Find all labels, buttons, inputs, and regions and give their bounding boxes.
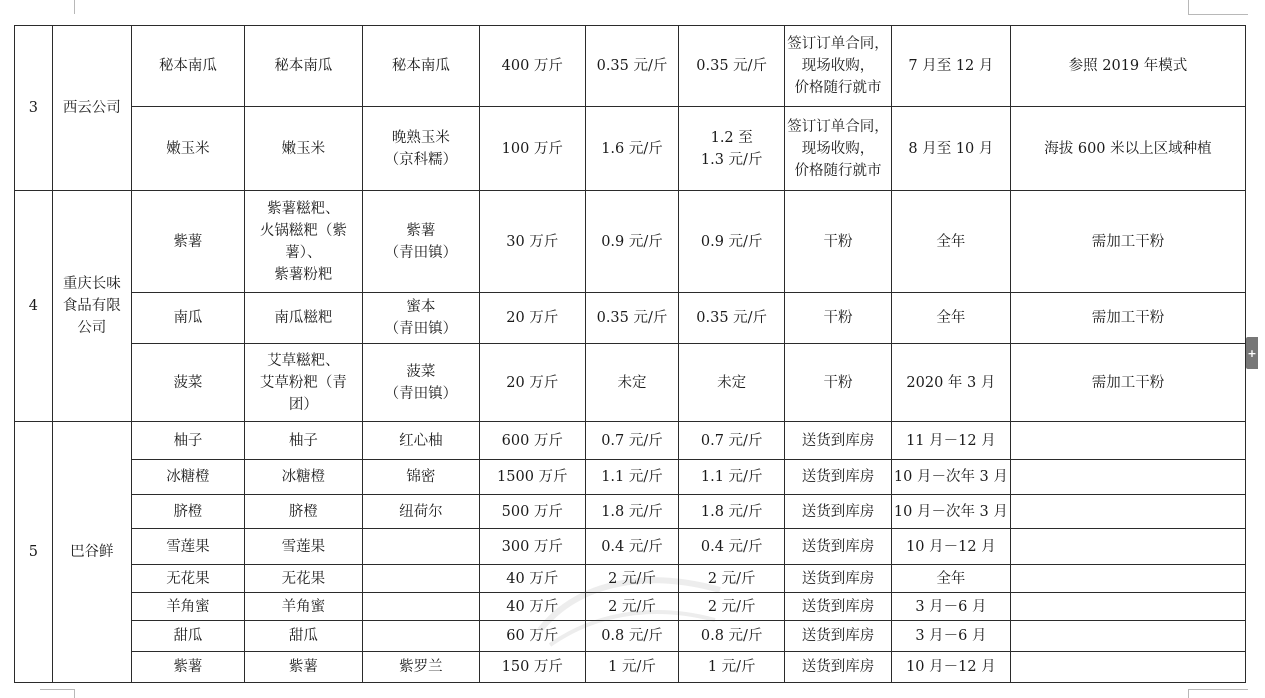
- table-row: [15, 107, 1246, 191]
- table-cell: 0.35 元/斤: [585, 26, 679, 107]
- table-cell: 11 月－12 月: [891, 422, 1010, 460]
- table-cell: 0.35 元/斤: [679, 26, 785, 107]
- table-cell: 送货到库房: [785, 565, 892, 593]
- crop-mark: [74, 689, 75, 698]
- table-cell: 紫罗兰: [362, 652, 479, 683]
- table-cell: 秘本南瓜: [131, 26, 244, 107]
- table-cell: 送货到库房: [785, 495, 892, 529]
- table-cell: 参照 2019 年模式: [1010, 26, 1245, 107]
- table-cell: 500 万斤: [479, 495, 585, 529]
- table-row: [15, 529, 1246, 565]
- table-row: [15, 565, 1246, 593]
- table-cell: 南瓜: [131, 293, 244, 344]
- table-cell: 脐橙: [131, 495, 244, 529]
- table-cell: [1010, 495, 1245, 529]
- table-cell: 全年: [891, 191, 1010, 293]
- table-row: [15, 495, 1246, 529]
- table-cell: 送货到库房: [785, 621, 892, 652]
- table-cell: 送货到库房: [785, 652, 892, 683]
- table-cell: 需加工干粉: [1010, 293, 1245, 344]
- table-cell: 30 万斤: [479, 191, 585, 293]
- table-cell: 羊角蜜: [131, 593, 244, 621]
- table-cell: 2 元/斤: [679, 565, 785, 593]
- table-cell: 紫薯: [131, 652, 244, 683]
- table-cell: 3 月－6 月: [891, 593, 1010, 621]
- table-cell: 柚子: [244, 422, 362, 460]
- table-cell: 需加工干粉: [1010, 191, 1245, 293]
- crop-mark: [1188, 689, 1248, 690]
- table-cell: 1500 万斤: [479, 460, 585, 495]
- table-cell: 1.8 元/斤: [679, 495, 785, 529]
- table-cell: [362, 529, 479, 565]
- table-cell: [1010, 529, 1245, 565]
- table-row: [15, 422, 1246, 460]
- company-name: 巴谷鲜: [52, 422, 131, 683]
- table-cell: 海拔 600 米以上区域种植: [1010, 107, 1245, 191]
- table-cell: 雪莲果: [131, 529, 244, 565]
- table-cell: 20 万斤: [479, 344, 585, 422]
- table-cell: 0.4 元/斤: [585, 529, 679, 565]
- table-row: [15, 26, 1246, 107]
- table-cell: 10 月－12 月: [891, 529, 1010, 565]
- table-row: [15, 460, 1246, 495]
- table-cell: 10 月－次年 3 月: [891, 460, 1010, 495]
- company-name: 重庆长味 食品有限 公司: [52, 191, 131, 422]
- table-cell: 干粉: [785, 293, 892, 344]
- table-cell: 20 万斤: [479, 293, 585, 344]
- table-cell: 1.1 元/斤: [585, 460, 679, 495]
- table-row: [15, 621, 1246, 652]
- table-cell: 羊角蜜: [244, 593, 362, 621]
- table-cell: 1.6 元/斤: [585, 107, 679, 191]
- crop-mark: [40, 689, 74, 690]
- table-cell: 40 万斤: [479, 565, 585, 593]
- table-cell: 10 月－次年 3 月: [891, 495, 1010, 529]
- table-cell: 未定: [679, 344, 785, 422]
- row-number: 3: [15, 26, 53, 191]
- table-cell: 未定: [585, 344, 679, 422]
- table-cell: 秘本南瓜: [244, 26, 362, 107]
- table-cell: 雪莲果: [244, 529, 362, 565]
- table-cell: 秘本南瓜: [362, 26, 479, 107]
- table-cell: 2 元/斤: [585, 565, 679, 593]
- table-cell: [362, 621, 479, 652]
- table-cell: 南瓜糍粑: [244, 293, 362, 344]
- table-cell: [1010, 593, 1245, 621]
- table-cell: 嫩玉米: [244, 107, 362, 191]
- table-cell: 锦密: [362, 460, 479, 495]
- table-cell: 2 元/斤: [585, 593, 679, 621]
- table-cell: 0.9 元/斤: [585, 191, 679, 293]
- crop-mark: [74, 0, 75, 14]
- table-cell: 7 月至 12 月: [891, 26, 1010, 107]
- table-cell: 紫薯: [131, 191, 244, 293]
- table-cell: 0.8 元/斤: [585, 621, 679, 652]
- table-cell: 0.8 元/斤: [679, 621, 785, 652]
- table-cell: 柚子: [131, 422, 244, 460]
- table-cell: [1010, 652, 1245, 683]
- table-cell: 红心柚: [362, 422, 479, 460]
- table-cell: 1.1 元/斤: [679, 460, 785, 495]
- table-cell: 40 万斤: [479, 593, 585, 621]
- crop-mark: [1188, 0, 1189, 14]
- company-name: 西云公司: [52, 26, 131, 191]
- table-cell: 2020 年 3 月: [891, 344, 1010, 422]
- table-cell: 艾草糍粑、 艾草粉粑（青 团）: [244, 344, 362, 422]
- plus-icon: +: [1247, 346, 1257, 360]
- table-cell: 无花果: [131, 565, 244, 593]
- table-cell: 紫薯糍粑、 火锅糍粑（紫 薯）、 紫薯粉粑: [244, 191, 362, 293]
- table-cell: [1010, 621, 1245, 652]
- table-row: [15, 593, 1246, 621]
- table-cell: 签订订单合同， 现场收购， 价格随行就市: [785, 26, 892, 107]
- table-cell: 10 月－12 月: [891, 652, 1010, 683]
- table-cell: 送货到库房: [785, 460, 892, 495]
- table-cell: 0.7 元/斤: [585, 422, 679, 460]
- row-number: 4: [15, 191, 53, 422]
- table-cell: [1010, 565, 1245, 593]
- table-cell: [362, 565, 479, 593]
- table-cell: 需加工干粉: [1010, 344, 1245, 422]
- table-cell: [1010, 460, 1245, 495]
- table-cell: 300 万斤: [479, 529, 585, 565]
- table-cell: 签订订单合同， 现场收购， 价格随行就市: [785, 107, 892, 191]
- table-cell: 送货到库房: [785, 422, 892, 460]
- table-cell: [362, 593, 479, 621]
- crop-mark: [1188, 689, 1189, 698]
- table-row: [15, 344, 1246, 422]
- table-cell: 晚熟玉米 （京科糯）: [362, 107, 479, 191]
- table-cell: 菠菜 （青田镇）: [362, 344, 479, 422]
- table-cell: 8 月至 10 月: [891, 107, 1010, 191]
- table-cell: 0.4 元/斤: [679, 529, 785, 565]
- table-cell: 60 万斤: [479, 621, 585, 652]
- table-cell: 紫薯 （青田镇）: [362, 191, 479, 293]
- table-cell: 蜜本 （青田镇）: [362, 293, 479, 344]
- table-row: [15, 293, 1246, 344]
- table-cell: 紫薯: [244, 652, 362, 683]
- table-cell: 400 万斤: [479, 26, 585, 107]
- table-cell: 100 万斤: [479, 107, 585, 191]
- table-cell: [1010, 422, 1245, 460]
- table-cell: 0.7 元/斤: [679, 422, 785, 460]
- table-cell: 0.9 元/斤: [679, 191, 785, 293]
- crop-mark: [1188, 14, 1248, 15]
- table-cell: 1.2 至 1.3 元/斤: [679, 107, 785, 191]
- table-cell: 1.8 元/斤: [585, 495, 679, 529]
- table-cell: 干粉: [785, 191, 892, 293]
- table-cell: 干粉: [785, 344, 892, 422]
- table-cell: 全年: [891, 293, 1010, 344]
- table-cell: 甜瓜: [244, 621, 362, 652]
- row-number: 5: [15, 422, 53, 683]
- table-cell: 3 月－6 月: [891, 621, 1010, 652]
- table-cell: 冰糖橙: [244, 460, 362, 495]
- expand-tab[interactable]: [1246, 337, 1258, 369]
- table-cell: 甜瓜: [131, 621, 244, 652]
- table-cell: 无花果: [244, 565, 362, 593]
- table-cell: 嫩玉米: [131, 107, 244, 191]
- table-cell: 菠菜: [131, 344, 244, 422]
- table-row: [15, 191, 1246, 293]
- table-cell: 送货到库房: [785, 529, 892, 565]
- table-cell: 150 万斤: [479, 652, 585, 683]
- table-cell: 0.35 元/斤: [585, 293, 679, 344]
- table-cell: 冰糖橙: [131, 460, 244, 495]
- table-cell: 0.35 元/斤: [679, 293, 785, 344]
- table-cell: 送货到库房: [785, 593, 892, 621]
- purchase-table: [14, 25, 1246, 683]
- table-cell: 1 元/斤: [679, 652, 785, 683]
- table-cell: 全年: [891, 565, 1010, 593]
- table-row: [15, 652, 1246, 683]
- table-cell: 600 万斤: [479, 422, 585, 460]
- table-cell: 纽荷尔: [362, 495, 479, 529]
- table-cell: 1 元/斤: [585, 652, 679, 683]
- table-cell: 脐橙: [244, 495, 362, 529]
- table-cell: 2 元/斤: [679, 593, 785, 621]
